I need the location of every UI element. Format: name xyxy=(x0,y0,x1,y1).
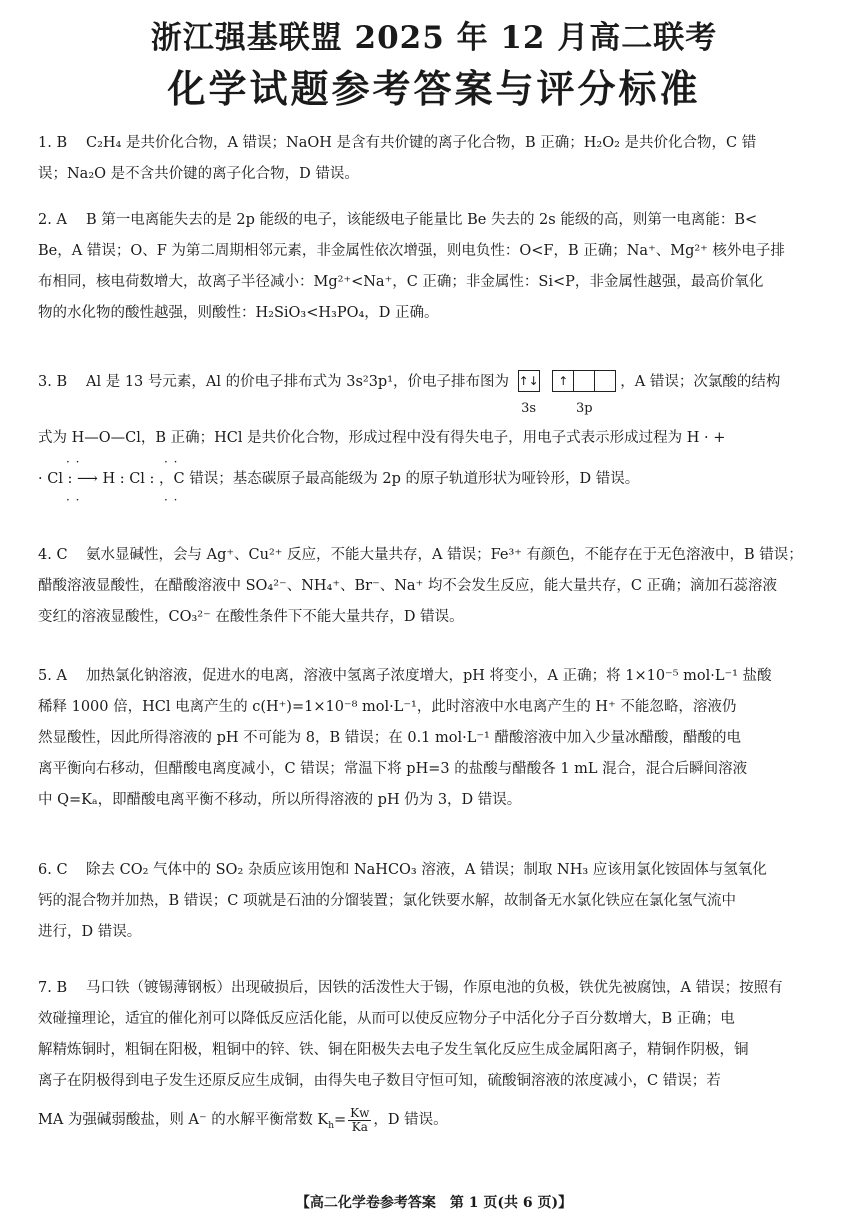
question-4 xyxy=(38,540,830,633)
fraction-numerator: Kw xyxy=(350,1105,370,1120)
kw-over-ka-fraction xyxy=(348,1107,371,1134)
orbital-box-3p-3 xyxy=(595,370,616,392)
question-2 xyxy=(38,205,830,329)
electron-dots-bottom-1: · · xyxy=(66,493,81,507)
q6-number: 6. C xyxy=(38,862,68,878)
q4-line-2: 醋酸溶液显酸性，在醋酸溶液中 SO₄²⁻、NH₄⁺、Br⁻、Na⁺ 均不会发生反应，能大量共存，C 正确；滴加石蕊溶液 xyxy=(38,578,778,594)
q3-line-2: 式为 H—O—Cl，B 正确；HCl 是共价化合物，形成过程中没有得失电子，用电子式表示形成过程为 H · + xyxy=(38,430,726,446)
orbital-box-3s: ↑↓ xyxy=(518,370,540,392)
question-7 xyxy=(38,973,830,1136)
orbital-label-3s: 3s xyxy=(521,401,537,416)
electron-dots-bottom-2: · · xyxy=(164,493,179,507)
q6-line-1: 6. C 除去 CO₂ 气体中的 SO₂ 杂质应该用饱和 NaHCO₃ 溶液，A 错误；制取 NH₃ 应该用氯化铵固体与氢氧化 xyxy=(38,855,830,886)
q7-line-5: MA 为强碱弱酸盐，则 A⁻ 的水解平衡常数 $K_h=$ $\frac{Kw}{Ka}$ ，D 错误。 xyxy=(38,1105,448,1134)
q2-line-3: 布相同，核电荷数增大，故离子半径减小：Mg²⁺<Na⁺，C 正确；非金属性：Si<P，非金属性越强，最高价氧化 xyxy=(38,274,764,290)
q7-line-3: 解精炼铜时，粗铜在阳极，粗铜中的锌、铁、铜在阳极失去电子发生氧化反应生成金属阳离子，精铜作阴极，铜 xyxy=(38,1042,749,1058)
orbital-box-3p-1: ↑ xyxy=(552,370,574,392)
fraction-denominator: Ka xyxy=(351,1119,368,1134)
page-footer: 【高二化学卷参考答案 第 1 页(共 6 页)】 xyxy=(295,1195,573,1211)
q4-line-1: 4. C 氨水显碱性，会与 Ag⁺、Cu²⁺ 反应，不能大量共存，A 错误；Fe³⁺ 有颜色，不能存在于无色溶液中，B 错误； xyxy=(38,540,830,571)
q3-line-1: 3. B Al 是 13 号元素，Al 的价电子排布式为 3s²3p¹，价电子排布图为 ↑↓ 3s ↑ 3p ，A 错误；次氯酸的结构 xyxy=(38,367,830,423)
question-6 xyxy=(38,855,830,948)
q5-line-3: 然显酸性，因此所得溶液的 pH 不可能为 8，B 错误；在 0.1 mol·L⁻¹ 醋酸溶液中加入少量冰醋酸，醋酸的电 xyxy=(38,730,741,746)
q5-line-2: 稀释 1000 倍，HCl 电离产生的 c(H⁺)=1×10⁻⁸ mol·L⁻¹，此时溶液中水电离产生的 H⁺ 不能忽略，溶液仍 xyxy=(38,699,737,715)
question-5 xyxy=(38,661,830,816)
answer-key-title: 化学试题参考答案与评分标准 xyxy=(167,66,701,111)
q3-line-3: · · · · · Cl : ⟶ H : Cl : ，C 错误；基态碳原子最高能级为 2p 的原子轨道形状为哑铃形，D 错误。 · · · · xyxy=(38,455,640,507)
q4-line-3: 变红的溶液显酸性，CO₃²⁻ 在酸性条件下不能大量共存，D 错误。 xyxy=(38,609,464,625)
exam-title: 浙江强基联盟 2025 年 12 月高二联考 xyxy=(150,20,718,56)
q7-line-4: 离子在阴极得到电子发生还原反应生成铜，由得失电子数目守恒可知，硫酸铜溶液的浓度减小，C 错误；若 xyxy=(38,1073,721,1089)
q1-line-2: 误；Na₂O 是不含共价键的离子化合物，D 错误。 xyxy=(38,166,359,182)
electron-dots-top-2: · · xyxy=(164,455,179,469)
q1-number: 1. B xyxy=(38,135,68,151)
question-1 xyxy=(38,128,830,190)
q5-line-1: 5. A 加热氯化钠溶液，促进水的电离，溶液中氢离子浓度增大，pH 将变小，A 正确；将 1×10⁻⁵ mol·L⁻¹ 盐酸 xyxy=(38,661,830,692)
q2-line-2: Be，A 错误；O、F 为第二周期相邻元素，非金属性依次增强，则电负性：O<F，B 正确；Na⁺、Mg²⁺ 核外电子排 xyxy=(38,243,785,259)
q7-number: 7. B xyxy=(38,980,68,996)
q3-number: 3. B xyxy=(38,374,68,390)
orbital-label-3p: 3p xyxy=(575,401,593,416)
q2-number: 2. A xyxy=(38,212,67,228)
q6-line-2: 钙的混合物并加热，B 错误；C 项就是石油的分馏装置；氯化铁要水解，故制备无水氯化铁应在氯化氢气流中 xyxy=(38,893,736,909)
q6-line-3: 进行，D 错误。 xyxy=(38,924,142,940)
q2-line-4: 物的水化物的酸性越强，则酸性：H₂SiO₃<H₃PO₄，D 正确。 xyxy=(38,305,439,321)
q7-line-2: 效碰撞理论，适宜的催化剂可以降低反应活化能，从而可以使反应物分子中活化分子百分数增大，B 正确；电 xyxy=(38,1011,735,1027)
electron-dots-top-1: · · xyxy=(66,455,81,469)
q7-line-1: 7. B 马口铁（镀锡薄钢板）出现破损后，因铁的活泼性大于锡，作原电池的负极，铁优先被腐蚀，A 错误；按照有 xyxy=(38,973,830,1004)
q5-line-5: 中 Q=Kₐ，即醋酸电离平衡不移动，所以所得溶液的 pH 仍为 3，D 错误。 xyxy=(38,792,522,808)
q5-number: 5. A xyxy=(38,668,67,684)
q4-number: 4. C xyxy=(38,547,68,563)
orbital-box-3p-2 xyxy=(574,370,595,392)
question-3 xyxy=(38,367,830,507)
q2-line-1: 2. A B 第一电离能失去的是 2p 能级的电子，该能级电子能量比 Be 失去的 2s 能级的高，则第一电离能：B< xyxy=(38,205,830,236)
orbital-3p xyxy=(552,367,616,416)
kh-subscript: h xyxy=(328,1120,335,1131)
orbital-3s xyxy=(518,367,540,416)
q5-line-4: 离平衡向右移动，但醋酸电离度减小，C 错误；常温下将 pH=3 的盐酸与醋酸各 1 mL 混合，混合后瞬间溶液 xyxy=(38,761,748,777)
q1-line-1: 1. B C₂H₄ 是共价化合物，A 错误；NaOH 是含有共价键的离子化合物，B 正确；H₂O₂ 是共价化合物，C 错 xyxy=(38,128,830,159)
